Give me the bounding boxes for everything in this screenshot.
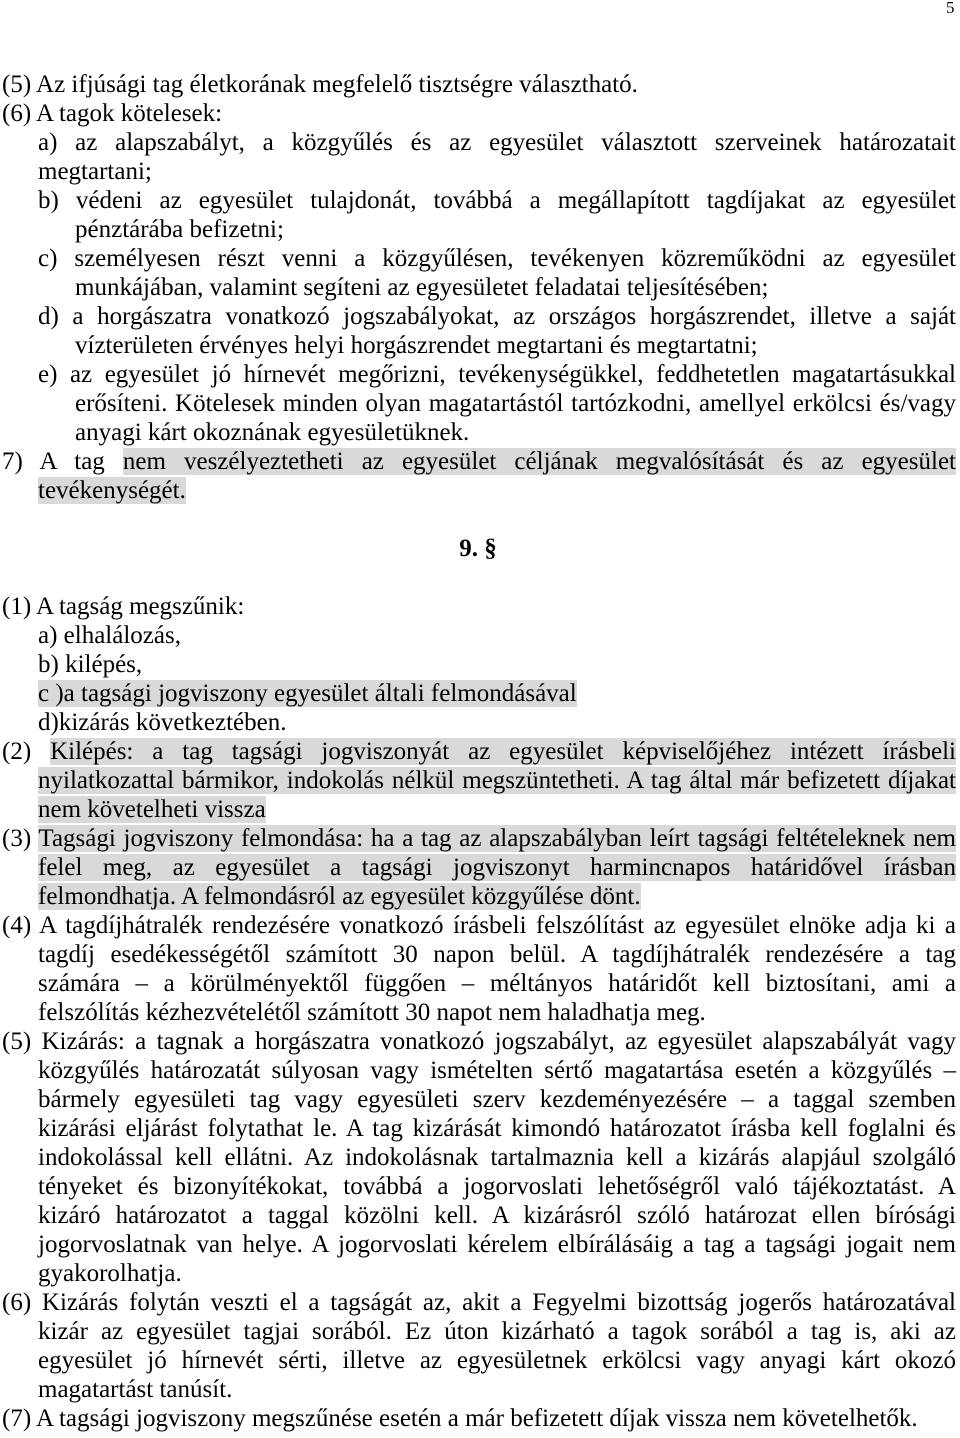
page-number: 5 — [946, 0, 955, 17]
s9-p2-text-2 — [38, 767, 956, 794]
s9-p4-line-2 — [38, 940, 956, 969]
s9-p2-highlighted-1: Kilépés: a tag tagsági jogviszonyát az egyesület képviselőjéhez intézett írásbeli — [50, 738, 957, 765]
s9-p6-line-2 — [38, 1317, 956, 1346]
s9-p6-text-4: magatartást tanúsít. — [38, 1376, 233, 1403]
s9-p6-line-4 — [38, 1375, 956, 1404]
s8-p6-item-e-line-3 — [75, 418, 956, 447]
s9-p2-line-2 — [38, 766, 956, 795]
s9-p5-line-4 — [38, 1114, 956, 1143]
s8-p6-item-e-text-2: erősíteni. Kötelesek minden olyan magatartástól tartózkodni, amellyel erkölcsi és/vagy — [75, 390, 956, 417]
s9-p5-line-6 — [38, 1172, 956, 1201]
s8-p6-item-c-text-1: c) személyesen részt venni a közgyűlésen, tevékenyen közreműködni az egyesület — [38, 245, 956, 272]
s9-p6-text-2: kizár az egyesület tagjai sorából. Ez úton kizárható a tagok sorából a tag is, aki az — [38, 1318, 956, 1345]
s9-p5-text-9: gyakorolhatja. — [38, 1260, 182, 1287]
s9-p2-label: (2) — [2, 738, 51, 765]
s9-p3-line-3 — [38, 882, 956, 911]
s9-p7-line — [2, 1404, 956, 1433]
s9-p3-text-3 — [38, 883, 641, 910]
s9-p4-text-3: számára – a körülményektől függően – méltányos határidőt kell biztosítani, ami a — [38, 970, 956, 997]
s9-p2-line-1 — [2, 737, 956, 766]
s8-p6-item-d-text-2: vízterületen érvényes helyi horgászrendet megtartani és megtartatni; — [75, 332, 758, 359]
s8-p7-line-1 — [2, 447, 956, 476]
s9-p1-item-c-text — [38, 680, 577, 707]
s8-p7-highlighted-2: tevékenységét. — [38, 477, 186, 504]
s8-p6-item-b-text-2: pénztárába befizetni; — [75, 216, 284, 243]
s8-p7-text-1 — [2, 448, 956, 475]
s8-p5-text: (5) Az ifjúsági tag életkorának megfelelő tisztségre választható. — [2, 71, 638, 98]
s9-p1-title-line — [2, 592, 956, 621]
s9-p6-line-3 — [38, 1346, 956, 1375]
s9-p2-line-3 — [38, 795, 956, 824]
s9-p5-line-8 — [38, 1230, 956, 1259]
s8-p7-text-2 — [38, 477, 186, 504]
s9-p4-text-1: (4) A tagdíjhátralék rendezésére vonatkozó írásbeli felszólítást az egyesület elnöke adja ki a — [2, 912, 956, 939]
s9-p5-text-8: jogorvoslatnak van helye. A jogorvoslati kérelem elbírálásáig a tag a tagsági jogait nem — [38, 1231, 956, 1258]
s9-p4-line-1 — [2, 911, 956, 940]
s9-p5-line-3 — [38, 1085, 956, 1114]
s8-p6-item-a-line-2 — [38, 157, 956, 186]
s8-p6-item-e-text-1: e) az egyesület jó hírnevét megőrizni, tevékenységükkel, feddhetetlen magatartásukkal — [38, 361, 956, 388]
s9-p6-line-1 — [2, 1288, 956, 1317]
s9-p1-item-c — [38, 679, 956, 708]
s9-p5-text-6: tényeket és bizonyítékokat, továbbá a jogorvoslati lehetőségről való tájékoztatást. A — [38, 1173, 956, 1200]
s9-p1-item-b-text: b) kilépés, — [38, 651, 143, 678]
s9-p5-line-1 — [2, 1027, 956, 1056]
s8-p7-line-2 — [38, 476, 956, 505]
s9-p3-line-1 — [2, 824, 956, 853]
s9-p3-line-2 — [38, 853, 956, 882]
s9-p4-line-3 — [38, 969, 956, 998]
s8-p6-item-d-line-2 — [75, 331, 956, 360]
s9-p3-text-2 — [38, 854, 956, 881]
s9-p5-text-7: kizáró határozatot a taggal közölni kell. A kizárásról szóló határozat ellen bírósági — [38, 1202, 956, 1229]
s9-p3-text-1 — [2, 825, 956, 852]
s8-p6-item-e-line-1 — [38, 360, 956, 389]
s8-p6-item-e-text-3: anyagi kárt okoznának egyesületüknek. — [75, 419, 470, 446]
s9-p3-label: (3) — [2, 825, 39, 852]
s8-p6-item-c-line-1 — [38, 244, 956, 273]
s9-p2-text-1 — [2, 738, 956, 765]
s8-p6-item-c-text-2: munkájában, valamint segíteni az egyesületet feladatai teljesítésében; — [75, 274, 769, 301]
blank-line — [0, 563, 956, 592]
s9-p6-text-3: egyesület jó hírnevét sérti, illetve az egyesületnek erkölcsi vagy anyagi kárt okozó — [38, 1347, 956, 1374]
s8-p6-item-a-text-2: megtartani; — [38, 158, 152, 185]
s8-p6-item-d-line-1 — [38, 302, 956, 331]
document-body — [0, 70, 956, 1433]
s9-p5-line-2 — [38, 1056, 956, 1085]
s9-p4-text-2: tagdíj esedékességétől számított 30 napon belül. A tagdíjhátralék rendezésére a tag — [38, 941, 956, 968]
s9-p4-text-4: felszólítás kézhezvételétől számított 30 napot nem haladhatja meg. — [38, 999, 706, 1026]
s9-p5-line-9 — [38, 1259, 956, 1288]
s9-p3-highlighted-1: Tagsági jogviszony felmondása: ha a tag az alapszabályban leírt tagsági feltételeknek nem — [38, 825, 956, 852]
section-9-heading: 9. § — [459, 535, 497, 562]
s9-p5-line-7 — [38, 1201, 956, 1230]
s8-p6-item-e-line-2 — [75, 389, 956, 418]
s9-p1-item-b — [38, 650, 956, 679]
s9-p3-highlighted-3: felmondhatja. A felmondásról az egyesület közgyűlése dönt. — [38, 883, 641, 910]
s8-p5-line — [2, 70, 956, 99]
s9-p5-text-3: bármely egyesületi tag vagy egyesületi szerv kezdeményezésére – a taggal szemben — [38, 1086, 956, 1113]
s9-p1-title: (1) A tagság megszűnik: — [2, 593, 245, 620]
s9-p1-item-a — [38, 621, 956, 650]
s9-p2-highlighted-2: nyilatkozattal bármikor, indokolás nélkül megszüntetheti. A tag által már befizetett díjakat — [38, 767, 956, 794]
s8-p6-title: (6) A tagok kötelesek: — [2, 100, 223, 127]
s9-p5-text-4: kizárási eljárást folytathat le. A tag kizárását kimondó határozatot írásba kell foglalni és — [38, 1115, 956, 1142]
s8-p6-item-b-line-2 — [75, 215, 956, 244]
s9-p1-item-c-highlighted: c )a tagsági jogviszony egyesület általi felmondásával — [38, 680, 577, 707]
s9-p1-item-d-text: d)kizárás következtében. — [38, 709, 287, 736]
s8-p6-item-c-line-2 — [75, 273, 956, 302]
s9-p2-highlighted-3: nem követelheti vissza — [38, 796, 266, 823]
s9-p5-text-1: (5) Kizárás: a tagnak a horgászatra vonatkozó jogszabályt, az egyesület alapszabályát vagy — [2, 1028, 956, 1055]
s8-p6-title-line — [2, 99, 956, 128]
s9-p2-text-3 — [38, 796, 266, 823]
s8-p7-lead: 7) A tag — [2, 448, 123, 475]
s8-p6-item-a-line-1 — [38, 128, 956, 157]
s8-p6-item-d-text-1: d) a horgászatra vonatkozó jogszabályokat, az országos horgászrendet, illetve a saját — [38, 303, 956, 330]
s9-p5-line-5 — [38, 1143, 956, 1172]
s9-p5-text-2: közgyűlés határozatát súlyosan vagy ismételten sértő magatartása esetén a közgyűlés – — [38, 1057, 956, 1084]
s9-p5-text-5: indokolással kell ellátni. Az indokolásnak tartalmaznia kell a kizárás alapjául szolgáló — [38, 1144, 956, 1171]
s8-p6-item-b-text-1: b) védeni az egyesület tulajdonát, továbbá a megállapított tagdíjakat az egyesület — [38, 187, 956, 214]
s9-p3-highlighted-2: felel meg, az egyesület a tagsági jogviszonyt harmincnapos határidővel írásban — [38, 854, 956, 881]
s9-p4-line-4 — [38, 998, 956, 1027]
s9-p1-item-a-text: a) elhalálozás, — [38, 622, 181, 649]
s8-p6-item-b-line-1 — [38, 186, 956, 215]
s9-p1-item-d — [38, 708, 956, 737]
blank-line — [0, 505, 956, 534]
s9-p7-text: (7) A tagsági jogviszony megszűnése esetén a már befizetett díjak vissza nem követelhetők. — [2, 1405, 918, 1432]
s8-p7-highlighted-1: nem veszélyeztetheti az egyesület céljának megvalósítását és az egyesület — [122, 448, 956, 475]
s9-p6-text-1: (6) Kizárás folytán veszti el a tagságát az, akit a Fegyelmi bizottság jogerős határozatával — [2, 1289, 956, 1316]
s8-p6-item-a-text-1: a) az alapszabályt, a közgyűlés és az egyesület választott szerveinek határozatait — [38, 129, 956, 156]
